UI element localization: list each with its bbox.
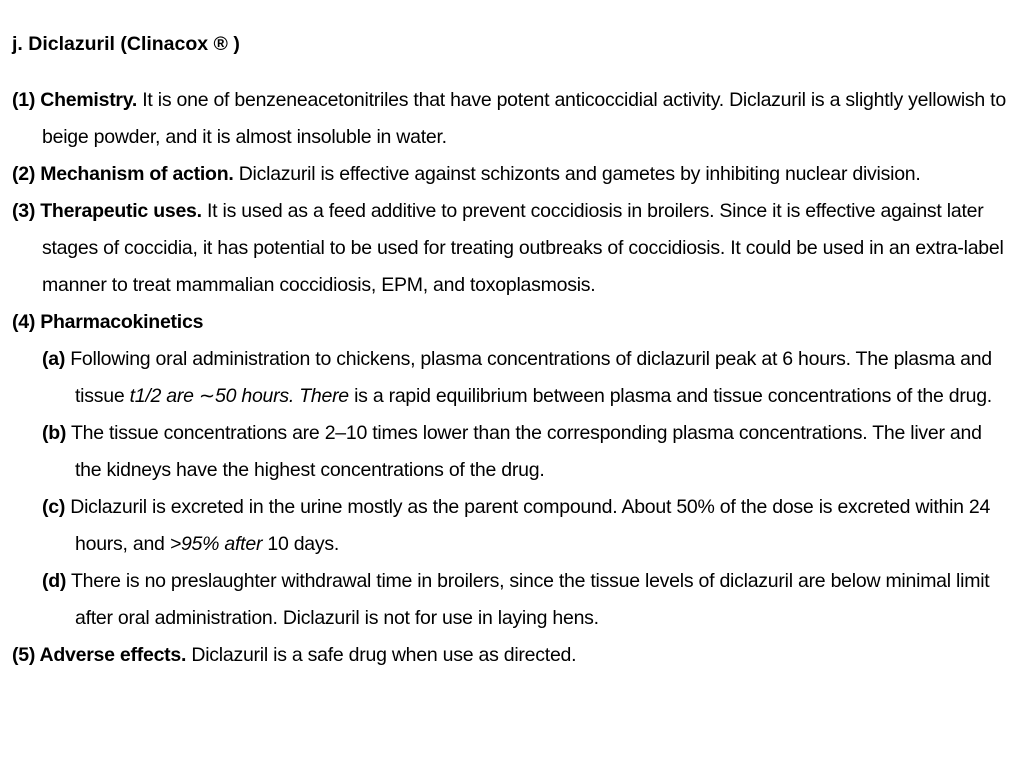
pk-item-a-label: (a)	[42, 348, 66, 370]
chemistry-paragraph	[12, 82, 1008, 156]
pk-item-b-label: (b)	[42, 422, 67, 444]
pk-item-a-italic: t1/2 are ∼50 hours. There	[129, 385, 349, 407]
pk-item-d	[42, 563, 1008, 637]
chemistry-text: It is one of benzeneacetonitriles that have potent anticoccidial activity. Diclazuril is a slightly yellowish to beige powder, and it is almost insoluble in water.	[42, 89, 1006, 148]
mechanism-text: Diclazuril is effective against schizonts and gametes by inhibiting nuclear division.	[233, 163, 921, 185]
therapeutic-text: It is used as a feed additive to prevent coccidiosis in broilers. Since it is effective against later stages of coccidia, it has potential to be used for treating outbreaks of coccidiosis. It could be used in an extra-label manner to treat mammalian coccidiosis, EPM, and toxoplasmosis.	[42, 200, 1004, 296]
mechanism-paragraph	[12, 156, 1008, 193]
slide-title	[12, 26, 1008, 63]
pk-item-c-text1: Diclazuril is excreted in the urine mostly as the parent compound. About 50% of the dose is excreted within 24 hours, and	[65, 496, 991, 555]
chemistry-heading: (1) Chemistry.	[12, 89, 138, 111]
pk-item-a-text1: Following oral administration to chickens, plasma concentrations of diclazuril peak at 6 hours. The plasma and tissue	[65, 348, 992, 407]
pharmacokinetics-heading-paragraph	[12, 304, 1008, 341]
therapeutic-paragraph	[12, 193, 1008, 304]
pk-item-a	[42, 341, 1008, 415]
pk-item-c-label: (c)	[42, 496, 66, 518]
title-prefix: j. Diclazuril (Clinacox	[12, 32, 209, 55]
adverse-text: Diclazuril is a safe drug when use as directed.	[186, 644, 577, 666]
pharmacokinetics-heading: (4) Pharmacokinetics	[12, 311, 204, 333]
pk-item-c	[42, 489, 1008, 563]
pk-item-d-text: There is no preslaughter withdrawal time in broilers, since the tissue levels of diclazuril are below minimal limit after oral administration. Diclazuril is not for use in laying hens.	[66, 570, 990, 629]
registered-mark: ®	[208, 32, 234, 55]
pk-item-b	[42, 415, 1008, 489]
adverse-paragraph	[12, 637, 1008, 674]
therapeutic-heading: (3) Therapeutic uses.	[12, 200, 202, 222]
pk-item-d-label: (d)	[42, 570, 67, 592]
pk-item-a-text2: is a rapid equilibrium between plasma and tissue concentrations of the drug.	[348, 385, 992, 407]
mechanism-heading: (2) Mechanism of action.	[12, 163, 234, 185]
pk-item-b-text: The tissue concentrations are 2–10 times lower than the corresponding plasma concentrations. The liver and the kidneys have the highest concentrations of the drug.	[66, 422, 982, 481]
pk-item-c-text2: 10 days.	[262, 533, 340, 555]
adverse-heading: (5) Adverse effects.	[12, 644, 187, 666]
pk-item-c-italic: >95% after	[169, 533, 263, 555]
title-suffix: )	[233, 32, 240, 55]
